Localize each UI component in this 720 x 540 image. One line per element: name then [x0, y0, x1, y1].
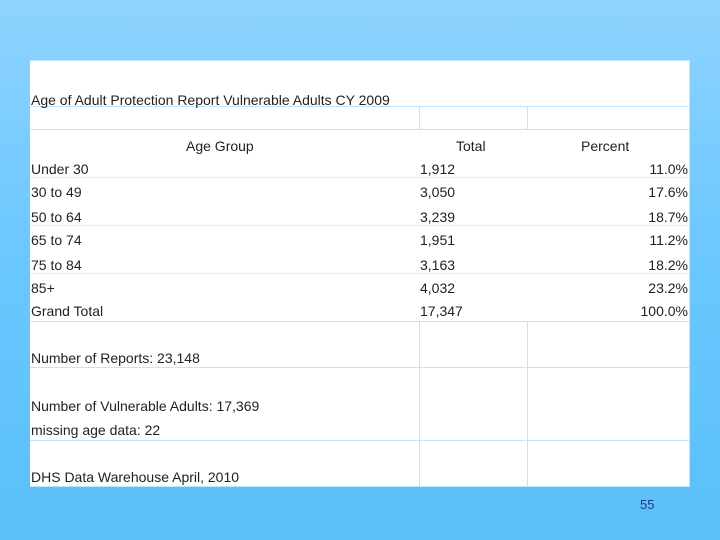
grid-line	[419, 106, 420, 129]
missing-age-data: missing age data: 22	[31, 422, 161, 438]
row-percent: 11.2%	[649, 232, 688, 248]
report-sheet	[30, 60, 690, 487]
row-age: Under 30	[31, 161, 89, 177]
grid-line	[30, 177, 690, 178]
data-source: DHS Data Warehouse April, 2010	[31, 469, 240, 485]
grid-line	[30, 225, 690, 226]
row-total: 3,163	[420, 257, 456, 273]
header-age-group: Age Group	[186, 138, 254, 154]
page-number: 55	[640, 497, 655, 512]
report-title: Age of Adult Protection Report Vulnerable Adults CY 2009	[31, 92, 390, 108]
grid-line	[30, 129, 690, 130]
row-age: 50 to 64	[31, 209, 82, 225]
header-percent: Percent	[581, 138, 630, 154]
grid-line	[30, 321, 690, 322]
row-percent: 18.2%	[648, 257, 688, 273]
row-percent: 11.0%	[649, 161, 688, 177]
grid-line	[527, 106, 528, 129]
row-total: 3,239	[420, 209, 456, 225]
grid-line	[30, 367, 690, 368]
row-total: 1,912	[420, 161, 456, 177]
header-total: Total	[456, 138, 486, 154]
grid-line	[30, 486, 690, 487]
number-of-reports: Number of Reports: 23,148	[31, 350, 200, 366]
grand-total-percent: 100.0%	[640, 303, 688, 319]
row-age: 30 to 49	[31, 184, 82, 200]
row-percent: 17.6%	[648, 184, 688, 200]
number-of-vulnerable-adults: Number of Vulnerable Adults: 17,369	[31, 398, 260, 414]
row-total: 1,951	[420, 232, 456, 248]
row-age: 65 to 74	[31, 232, 82, 248]
row-total: 3,050	[420, 184, 456, 200]
row-total: 4,032	[420, 280, 456, 296]
grand-total-value: 17,347	[420, 303, 463, 319]
row-percent: 18.7%	[648, 209, 688, 225]
row-percent: 23.2%	[648, 280, 688, 296]
grid-line	[419, 321, 420, 487]
grid-line	[30, 60, 690, 61]
grid-line	[527, 321, 528, 487]
row-age: 75 to 84	[31, 257, 82, 273]
grand-total-label: Grand Total	[31, 303, 104, 319]
grid-line	[30, 440, 690, 441]
grid-line	[30, 273, 690, 274]
row-age: 85+	[31, 280, 55, 296]
